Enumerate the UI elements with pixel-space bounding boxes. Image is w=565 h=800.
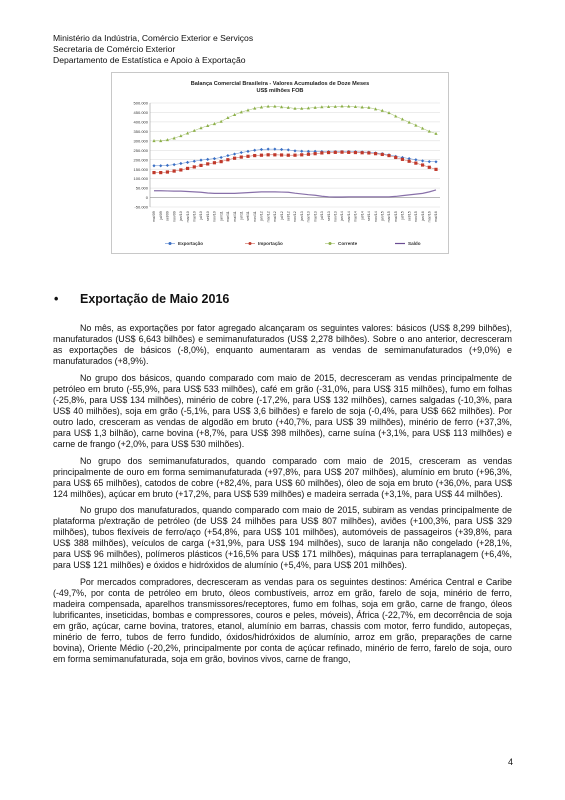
- x-tick-label: jul/13: [320, 211, 325, 220]
- data-point-exportao: [220, 156, 223, 159]
- data-point-exportao: [287, 148, 290, 151]
- body-text: [53, 323, 512, 671]
- data-point-exportao: [293, 149, 296, 152]
- y-tick-label: 50.000: [135, 185, 148, 191]
- series-line-saldo: [154, 190, 436, 197]
- data-point-importao: [307, 153, 310, 156]
- data-point-importao: [213, 161, 216, 164]
- data-point-exportao: [240, 151, 243, 154]
- data-point-importao: [387, 154, 390, 157]
- header-ministry: Ministério da Indústria, Comércio Exterior e Serviços: [53, 33, 254, 43]
- x-tick-label: nov/12: [293, 211, 298, 222]
- x-tick-label: jan/10: [179, 211, 184, 221]
- legend-label-importao: Importação: [258, 241, 283, 246]
- chart-subtitle: US$ milhões FOB: [256, 88, 304, 94]
- x-tick-label: nov/10: [212, 211, 217, 222]
- data-point-exportao: [166, 164, 169, 167]
- data-point-importao: [253, 154, 256, 157]
- x-tick-label: mar/12: [266, 211, 271, 223]
- x-tick-label: jul/10: [199, 211, 204, 220]
- paragraph-semimanufactured: No grupo dos semimanufaturados, quando comparado com maio de 2015, cresceram as vendas principalmente de ouro em forma semimanufaturada (+97,8%, para US$ 207 milhões), alumínio em bruto (+96,3%, para US$ 65 milhões), catodos de cobre (+82,4%, para US$ 60 milhões), óleo de soja em bruto (+36,0%, para US$ 124 milhões), açúcar em bruto (+17,2%, para US$ 539 milhões) e madeira serrada (+3,1%, para US$ 44 milhões).: [53, 455, 512, 499]
- x-tick-label: mai/09: [152, 211, 157, 222]
- y-tick-label: 100.000: [133, 176, 148, 182]
- page-number: 4: [507, 757, 513, 767]
- document-header: [53, 33, 253, 66]
- data-point-exportao: [253, 149, 256, 152]
- x-tick-label: jul/15: [400, 211, 405, 220]
- x-tick-label: mar/11: [226, 211, 231, 223]
- section-title: Exportação de Maio 2016: [80, 292, 230, 306]
- x-tick-label: mai/10: [192, 211, 197, 222]
- data-point-importao: [428, 166, 431, 169]
- data-point-importao: [179, 168, 182, 171]
- data-point-importao: [260, 154, 263, 157]
- legend-label-saldo: Saldo: [408, 241, 421, 246]
- data-point-importao: [394, 156, 397, 159]
- data-point-corrente: [340, 104, 343, 107]
- data-point-importao: [159, 171, 162, 174]
- data-point-importao: [334, 151, 337, 154]
- y-tick-label: 350.000: [133, 128, 148, 134]
- data-point-exportao: [226, 154, 229, 157]
- data-point-importao: [374, 152, 377, 155]
- x-tick-label: mai/13: [313, 211, 318, 222]
- x-tick-label: jan/15: [380, 211, 385, 221]
- data-point-importao: [361, 151, 364, 154]
- bullet-icon: •: [54, 292, 59, 306]
- x-tick-label: nov/15: [414, 211, 419, 222]
- y-tick-label: 400.000: [133, 119, 148, 125]
- legend-label-corrente: Corrente: [338, 241, 358, 246]
- paragraph-manufactured: No grupo dos manufaturados, quando comparado com maio de 2015, subiram as vendas principalmente de plataforma p/extração de petróleo (de US$ 24 milhões para US$ 807 milhões), aviões (+100,3%, para US$ 329 milhões), tubos flexíveis de ferro/aço (+54,8%, para US$ 101 milhões), automóveis de passageiros (+39,8%, para US$ 388 milhões), veículos de carga (+31,9%, para US$ 194 milhões), suco de laranja não congelado (+28,1%, para US$ 96 milhões), polímeros plásticos (+16,5% para US$ 171 milhões), máquinas para terraplanagem (+6,4%, para US$ 121 milhões) e óxidos e hidróxidos de alumínio (+5,4%, para US$ 201 milhões).: [53, 505, 512, 571]
- data-point-corrente: [394, 114, 397, 117]
- data-point-importao: [340, 151, 343, 154]
- data-point-exportao: [233, 152, 236, 155]
- x-tick-label: set/13: [326, 211, 331, 221]
- data-point-exportao: [428, 160, 431, 163]
- data-point-importao: [300, 153, 303, 156]
- data-point-importao: [152, 171, 155, 174]
- x-tick-label: jul/12: [279, 211, 284, 220]
- x-tick-label: nov/09: [172, 211, 177, 222]
- data-point-importao: [186, 167, 189, 170]
- data-point-importao: [199, 164, 202, 167]
- data-point-exportao: [186, 161, 189, 164]
- data-point-importao: [401, 158, 404, 161]
- data-point-importao: [246, 155, 249, 158]
- data-point-importao: [193, 165, 196, 168]
- data-point-importao: [240, 155, 243, 158]
- data-point-importao: [280, 153, 283, 156]
- x-tick-label: mai/15: [393, 211, 398, 222]
- y-tick-label: 0: [145, 195, 148, 201]
- x-tick-label: jul/11: [239, 211, 244, 220]
- data-point-exportao: [280, 148, 283, 151]
- series-line-corrente: [154, 106, 436, 141]
- data-point-importao: [414, 162, 417, 165]
- y-tick-label: 450.000: [133, 110, 148, 116]
- paragraph-basic-products: No grupo dos básicos, quando comparado com maio de 2015, decresceram as vendas principalmente de petróleo em bruto (-55,9%, para US$ 533 milhões), café em grão (-31,0%, para US$ 315 milhões), fumo em folhas (-25,8%, para US$ 134 milhões), minério de cobre (-17,2%, para US$ 132 milhões), carnes salgadas (-10,3%, para US$ 40 milhões), soja em grão (-5,1%, para US$ 3,6 bilhões) e farelo de soja (-0,4%, para US$ 662 milhões). Por outro lado, cresceram as vendas de algodão em bruto (+40,7%, para US$ 39 milhões), minério de ferro (+37,3%, para US$ 1,3 bilhão), carne bovina (+8,7%, para US$ 398 milhões), carne suína (+3,1%, para US$ 113 milhões) e carne de frango (+2,0%, para US$ 530 milhões).: [53, 372, 512, 449]
- y-tick-label: 250.000: [133, 147, 148, 153]
- data-point-importao: [287, 154, 290, 157]
- data-point-importao: [354, 151, 357, 154]
- data-point-exportao: [260, 148, 263, 151]
- data-point-importao: [320, 151, 323, 154]
- trade-balance-chart: [111, 72, 449, 254]
- paragraph-factor-aggregate: No mês, as exportações por fator agregado alcançaram os seguintes valores: básicos (US$ 8,299 bilhões), manufaturados (US$ 6,643 bilhões) e semimanufaturados (US$ 2,278 bilhões). Sobre o ano anterior, decresceram as exportações de básicos (-8,0%), enquanto aumentaram as vendas de semimanufaturados (+9,0%) e manufaturados (+8,9%).: [53, 323, 512, 367]
- x-tick-label: jan/11: [219, 211, 224, 221]
- data-point-exportao: [193, 160, 196, 163]
- x-tick-label: mar/13: [306, 211, 311, 223]
- data-point-exportao: [199, 159, 202, 162]
- data-point-importao: [421, 163, 424, 166]
- y-tick-label: 150.000: [133, 166, 148, 172]
- data-point-importao: [314, 152, 317, 155]
- x-tick-label: mar/10: [185, 211, 190, 223]
- x-tick-label: jan/14: [340, 211, 345, 221]
- x-tick-label: set/10: [205, 211, 210, 221]
- x-tick-label: set/09: [165, 211, 170, 221]
- x-tick-label: mai/12: [273, 211, 278, 222]
- data-point-importao: [347, 151, 350, 154]
- data-point-exportao: [152, 164, 155, 167]
- x-tick-label: nov/11: [252, 211, 257, 222]
- x-tick-label: mai/11: [232, 211, 237, 222]
- data-point-importao: [327, 151, 330, 154]
- x-tick-label: mai/16: [434, 211, 439, 222]
- legend-marker-exportao: [169, 242, 172, 245]
- x-tick-label: mar/16: [427, 211, 432, 223]
- x-tick-label: mar/15: [387, 211, 392, 223]
- data-point-exportao: [206, 158, 209, 161]
- x-tick-label: set/14: [367, 211, 372, 221]
- paragraph-markets: Por mercados compradores, decresceram as vendas para os seguintes destinos: América Central e Caribe (-49,7%, por conta de petróleo em bruto, óleos combustíveis, arroz em grão, farelo de soja, minério de ferro, madeira compensada, aparelhos transmissores/receptores, fumo em folhas, soja em grão, carne de frango, óleos lubrificantes, inseticidas, bombas e compressores, couros e peles, móveis), África (-22,7%, em decorrência de soja em grão, açúcar, carne bovina, tratores, etanol, alumínio em barras, chassis com motor, ferro fundido, autopeças, minério de ferro, tubos de ferro fundido, óxidos/hidróxidos de alumínio, arroz em grão, preparações de carne bovina), Oriente Médio (-20,2%, principalmente por conta de açúcar refinado, minério de ferro, farelo de soja, ouro em forma semimanufaturada, soja em grão, bovinos vivos, carne de frango,: [53, 576, 512, 665]
- x-tick-label: jan/16: [420, 211, 425, 221]
- data-point-exportao: [414, 158, 417, 161]
- data-point-importao: [293, 154, 296, 157]
- x-tick-label: jul/14: [360, 211, 365, 220]
- x-tick-label: nov/13: [333, 211, 338, 222]
- x-tick-label: set/11: [246, 211, 251, 221]
- chart-svg: [112, 73, 448, 253]
- data-point-importao: [206, 162, 209, 165]
- data-point-importao: [226, 158, 229, 161]
- header-secretariat: Secretaria de Comércio Exterior: [53, 44, 176, 54]
- x-tick-label: mar/14: [346, 211, 351, 223]
- y-tick-label: 500.000: [133, 100, 148, 106]
- data-point-importao: [173, 169, 176, 172]
- header-department: Departamento de Estatística e Apoio à Exportação: [53, 55, 246, 65]
- legend-marker-corrente: [329, 242, 332, 245]
- x-tick-label: nov/14: [373, 211, 378, 222]
- data-point-importao: [273, 153, 276, 156]
- legend-label-exportao: Exportação: [178, 241, 204, 246]
- x-tick-label: mai/14: [353, 211, 358, 222]
- legend-marker-importao: [249, 242, 252, 245]
- y-tick-label: 300.000: [133, 138, 148, 144]
- y-tick-label: 200.000: [133, 157, 148, 163]
- data-point-exportao: [173, 163, 176, 166]
- data-point-importao: [267, 153, 270, 156]
- data-point-importao: [434, 168, 437, 171]
- x-tick-label: jan/12: [259, 211, 264, 221]
- data-point-exportao: [159, 164, 162, 167]
- data-point-exportao: [179, 162, 182, 165]
- y-tick-label: -50.000: [134, 204, 148, 210]
- data-point-importao: [367, 151, 370, 154]
- data-point-importao: [408, 160, 411, 163]
- data-point-importao: [381, 153, 384, 156]
- data-point-importao: [233, 157, 236, 160]
- chart-title: Balança Comercial Brasileira - Valores Acumulados de Doze Meses: [190, 81, 370, 87]
- x-tick-label: set/12: [286, 211, 291, 221]
- data-point-exportao: [434, 160, 437, 163]
- x-tick-label: jul/09: [158, 211, 163, 220]
- data-point-corrente: [220, 120, 223, 123]
- x-tick-label: set/15: [407, 211, 412, 221]
- data-point-importao: [166, 170, 169, 173]
- data-point-importao: [220, 160, 223, 163]
- x-tick-label: jan/13: [299, 211, 304, 221]
